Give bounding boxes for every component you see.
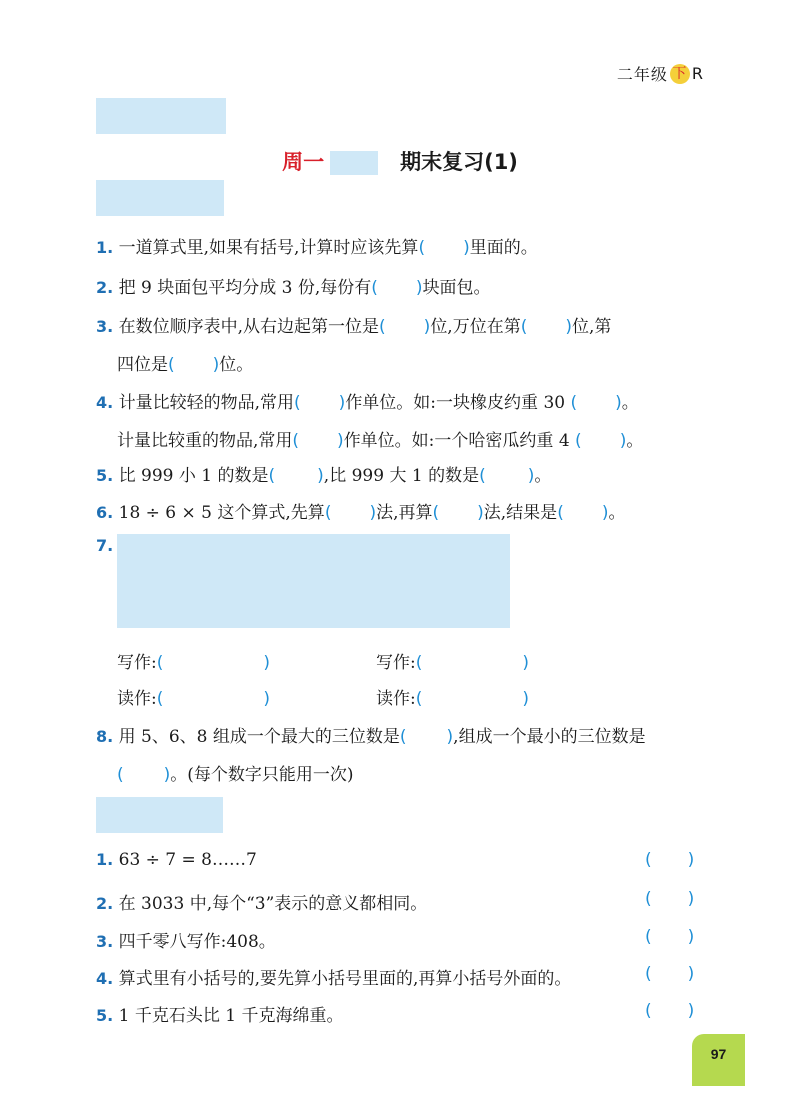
question-number: 7. <box>96 536 114 555</box>
blank-close: ) <box>317 466 324 486</box>
blank-close: ) <box>415 278 423 298</box>
blank-close: ) <box>369 503 377 523</box>
blank-close: ) <box>163 765 171 785</box>
question-7-read-1 <box>117 684 270 709</box>
blank-close: ) <box>337 431 344 451</box>
question-number: 1. <box>96 238 114 257</box>
blank-open: ( <box>557 503 564 523</box>
question-text: 作单位。如:一块橡皮约重 30 <box>345 393 566 413</box>
question-text: ,组成一个最小的三位数是 <box>453 727 646 747</box>
title-day: 周一 <box>282 150 325 174</box>
blank-open: ( <box>168 355 175 375</box>
fill-section-header-box <box>96 180 224 216</box>
question-number: 3. <box>96 932 114 951</box>
read-label: 读作: <box>117 689 157 709</box>
blank-open: ( <box>156 689 164 709</box>
question-3-line-2 <box>117 350 253 375</box>
judge-text: 1 千克石头比 1 千克海绵重。 <box>118 1006 344 1026</box>
blank-open: ( <box>520 317 528 337</box>
blank-close: ) <box>601 503 609 523</box>
judge-text: 算式里有小括号的,要先算小括号里面的,再算小括号外面的。 <box>118 969 572 989</box>
blank-close: ) <box>463 238 470 258</box>
question-text: 计量比较轻的物品,常用 <box>118 393 295 413</box>
question-number: 6. <box>96 503 114 522</box>
question-number: 1. <box>96 850 114 869</box>
blank-open: ( <box>479 466 486 486</box>
page-number: 97 <box>692 1034 745 1086</box>
judge-answer-5[interactable]: ( ) <box>645 1001 695 1021</box>
question-6 <box>96 498 625 523</box>
blank-open: ( <box>418 238 426 258</box>
question-number: 5. <box>96 1006 114 1025</box>
question-7-read-2 <box>376 684 529 709</box>
question-3 <box>96 312 611 337</box>
question-text: ,比 999 大 1 的数是 <box>323 466 480 486</box>
question-text: 位,万位在第 <box>430 317 521 337</box>
blank-open: ( <box>432 503 440 523</box>
blank-close: ) <box>522 653 530 673</box>
question-8 <box>96 722 646 747</box>
question-text: 计量比较重的物品,常用 <box>117 431 293 451</box>
judge-section-header-box <box>96 797 223 833</box>
blank-open: ( <box>399 727 407 747</box>
question-text: 里面的。 <box>469 238 538 258</box>
question-text: 。 <box>534 466 552 486</box>
write-label: 写作: <box>376 653 416 673</box>
question-number: 4. <box>96 969 114 988</box>
blank-close: ) <box>477 503 484 523</box>
grade-term-badge: 下 <box>670 64 690 84</box>
blank-close: ) <box>522 689 530 709</box>
question-text: 位。 <box>219 355 254 375</box>
question-text: 。 <box>626 431 644 451</box>
question-text: 位,第 <box>572 317 612 337</box>
blank-close: ) <box>446 727 454 747</box>
question-number: 3. <box>96 317 114 336</box>
judge-answer-4[interactable]: ( ) <box>645 964 695 984</box>
blank-open: ( <box>570 393 578 413</box>
judge-item-1 <box>96 850 257 870</box>
blank-close: ) <box>338 393 346 413</box>
blank-close: ) <box>263 653 271 673</box>
question-number: 4. <box>96 393 114 412</box>
question-number: 2. <box>96 894 114 913</box>
section-header-box <box>96 98 226 134</box>
page-title <box>0 146 800 176</box>
grade-text: 二年级 <box>616 65 668 84</box>
question-text: 法,结果是 <box>483 503 558 523</box>
question-1 <box>96 233 538 258</box>
grade-label <box>617 62 704 85</box>
question-text: 把 9 块面包平均分成 3 份,每份有 <box>118 278 372 298</box>
blank-open: ( <box>294 393 301 413</box>
question-text: 。 <box>621 393 639 413</box>
blank-open: ( <box>415 653 423 673</box>
question-2 <box>96 273 491 298</box>
judge-answer-2[interactable]: ( ) <box>645 889 695 909</box>
question-text: 18 ÷ 6 × 5 这个算式,先算 <box>118 503 325 523</box>
question-text: 法,再算 <box>376 503 433 523</box>
judge-text: 四千零八写作:408。 <box>118 932 276 952</box>
blank-open: ( <box>156 653 164 673</box>
title-text: 期末复习(1) <box>400 150 518 174</box>
question-text: 比 999 小 1 的数是 <box>118 466 269 486</box>
blank-open: ( <box>324 503 332 523</box>
question-4-line-2 <box>117 426 643 451</box>
question-7-write-2 <box>376 648 529 673</box>
question-8-line-2 <box>117 760 354 785</box>
blank-open: ( <box>575 431 582 451</box>
question-7-number <box>96 536 113 556</box>
judge-answer-3[interactable]: ( ) <box>645 927 695 947</box>
blank-open: ( <box>292 431 300 451</box>
question-text: 在数位顺序表中,从右边起第一位是 <box>118 317 380 337</box>
blank-open: ( <box>117 765 124 785</box>
blank-close: ) <box>527 466 535 486</box>
blank-open: ( <box>268 466 276 486</box>
judge-item-3 <box>96 927 276 952</box>
blank-close: ) <box>565 317 572 337</box>
blank-close: ) <box>263 689 271 709</box>
judge-item-2 <box>96 889 427 914</box>
question-text: 块面包。 <box>422 278 491 298</box>
judge-item-5 <box>96 1001 343 1026</box>
question-text: 用 5、6、8 组成一个最大的三位数是 <box>118 727 400 747</box>
blank-close: ) <box>615 393 622 413</box>
grade-edition: R <box>691 64 704 83</box>
question-number: 8. <box>96 727 114 746</box>
question-text: 四位是 <box>117 355 168 375</box>
question-text: 。 <box>608 503 626 523</box>
question-text: 一道算式里,如果有括号,计算时应该先算 <box>118 238 419 258</box>
question-number: 5. <box>96 466 114 485</box>
blank-open: ( <box>371 278 378 298</box>
blank-close: ) <box>423 317 431 337</box>
blank-close: ) <box>212 355 220 375</box>
question-text: 。(每个数字只能用一次) <box>170 765 354 785</box>
write-label: 写作: <box>117 653 157 673</box>
judge-text: 63 ÷ 7 = 8……7 <box>118 850 257 870</box>
question-text: 作单位。如:一个哈密瓜约重 4 <box>343 431 570 451</box>
blank-close: ) <box>619 431 627 451</box>
judge-item-4 <box>96 964 571 989</box>
question-5 <box>96 461 551 486</box>
title-blank-box <box>330 151 378 175</box>
judge-answer-1[interactable]: ( ) <box>645 850 695 870</box>
read-label: 读作: <box>376 689 416 709</box>
judge-text: 在 3033 中,每个“3”表示的意义都相同。 <box>118 894 428 914</box>
blank-open: ( <box>379 317 386 337</box>
blank-open: ( <box>415 689 423 709</box>
question-4 <box>96 388 639 413</box>
question-7-image-box <box>117 534 510 628</box>
question-7-write-1 <box>117 648 270 673</box>
question-number: 2. <box>96 278 114 297</box>
